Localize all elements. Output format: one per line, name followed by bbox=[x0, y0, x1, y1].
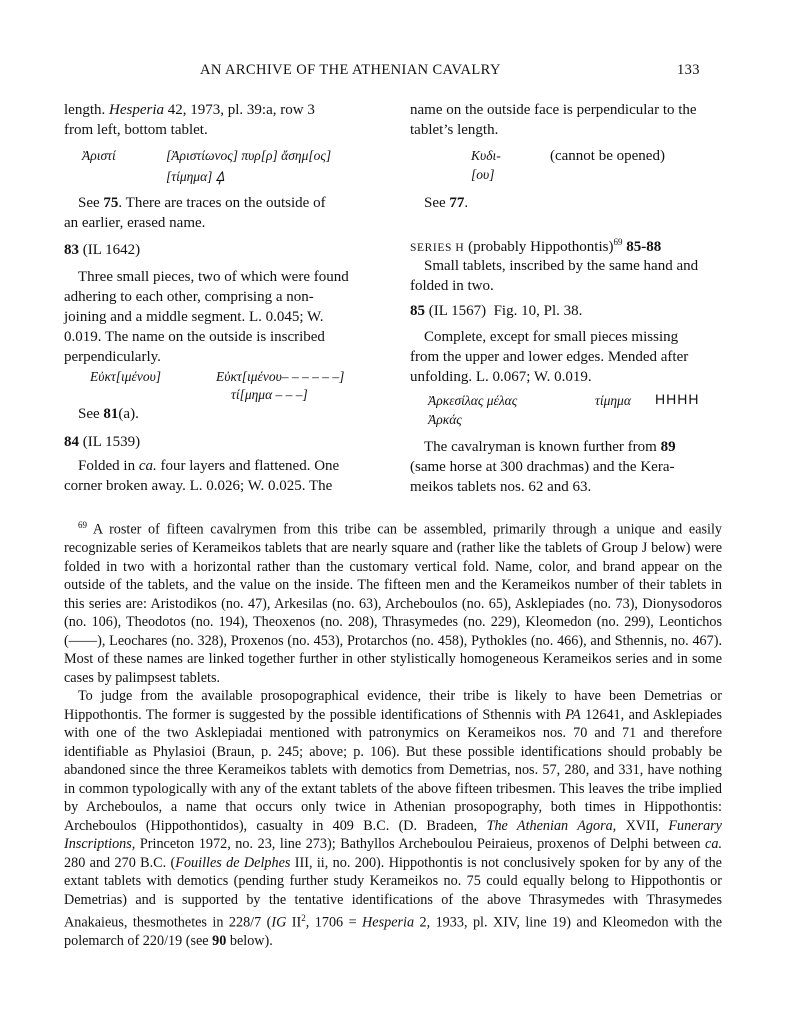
entry-84-description: Folded in ca. four layers and flattened. One corner broken away. L. 0.026; W. 0.025. The bbox=[64, 458, 340, 494]
greek-text: Ἀρκεσίλας μέλας bbox=[428, 393, 518, 408]
series-h-heading: SERIES H (probably Hippothontis)$^{69}$ 85-88 bbox=[410, 237, 662, 255]
footnote-paragraph: $^{69}$ A roster of fifteen cavalrymen from this tribe can be assembled, primarily through a unique and easily recognizable series of Kerameikos tablets that are nearly square and (rather like the tablets of Group J below) were folded in two with a horizontal rather than the customary vertical fold. Name, color, and brand appear on the outside of the tablets, and the value on the inside. The fifteen men and the Kerameikos number of their tablets in this series are: Aristodikos (no. 47), Arkesilas (no. 63), Archeboulos (no. 65), Asklepiades (no. 73), Dionysodoros (no. 106), Theodotos (no. 194), Theoxenos (no. 208), Thrasymedes (no. 229), Kleomedon (no. 299), Leontichos (——), Leochares (no. 328), Proxenos (no. 453), Protarchos (no. 458), Pythokles (no. 466), and Sthennis, no. 467). Most of these names are linked together further in other stylistically homogeneous Kerameikos series and in some cases by palimpsest tablets. bbox=[64, 520, 722, 686]
greek-text: [τίμημα] 𐅉 bbox=[166, 169, 225, 184]
running-title: AN ARCHIVE OF THE ATHENIAN CAVALRY bbox=[200, 62, 501, 78]
footnote-paragraph: To judge from the available prosopographical evidence, their tribe is likely to have been Demetrias or Hippothontis. The former is suggested by the possible identifications of Sthennis with PA 12641, and Asklepiades with one of the two Asklepiadai mentioned with patronymics on Kerameikos nos. 70 and 71 and therefore identifiable as Phylasioi (Braun, p. 245; above; p. 106). But these possible identifications should probably be abandoned since the three Kerameikos tablets with demotics from Demetrias, nos. 57, 280, and 331, have nothing in common typologically with any of the extant tablets of the above fifteen tribesmen. This leaves the tribe implied by Archeboulos, a name that occurs only twice in Athenian prosopography, both times in Hippothontis: Archeboulos (Hippothontidos), casualty in 409 B.C. (D. Bradeen, The Athenian Agora, XVII, Funerary Inscriptions, Princeton 1972, no. 23, line 273); Bathyllos Archeboulou Peiraieus, proxenos of Delphi between ca. 280 and 270 B.C. (Fouilles de Delphes III, ii, no. 200). Hippothontis is not conclusively spoken for by any of the extant tablets with demotics (pending further study Kerameikos no. 75 could equally belong to Hippothontis or Demetrias) and is supported by the tentative identifications of the above Thrasymedes with Thrasymedes Anakaieus, thesmothetes in 228/7 (IG $II^2$, 1706 = Hesperia 2, 1933, pl. XIV, line 19) and Kleomedon with the polemarch of 220/19 (see 90 below). bbox=[64, 688, 722, 950]
entry-85-heading: 85 (IL 1567) Fig. 10, Pl. 38. bbox=[410, 303, 583, 319]
greek-text: Ἀρκάς bbox=[428, 412, 462, 427]
see-77-note: See 77. bbox=[424, 195, 469, 211]
right-intro: name on the outside face is perpendicular to the tablet’s length. bbox=[410, 102, 697, 138]
see-75-note: See 75. There are traces on the outside of an earlier, erased name. bbox=[64, 195, 326, 231]
greek-text: [ου] bbox=[471, 167, 495, 182]
greek-text: Ἀριστί bbox=[82, 148, 116, 163]
greek-text: τί[μημα – – –] bbox=[231, 387, 308, 402]
series-h-description: Small tablets, inscribed by the same hand and folded in two. bbox=[410, 258, 699, 294]
left-intro: length. Hesperia 42, 1973, pl. 39:a, row 3 from left, bottom tablet. bbox=[64, 102, 315, 138]
greek-text: [Ἀριστίωνος] πυρ[ρ] ἄσημ[ος] bbox=[166, 148, 332, 163]
greek-text: Εὐκτ[ιμένου– – – – – –] bbox=[216, 369, 345, 384]
cannot-open-note: (cannot be opened) bbox=[550, 148, 665, 164]
see-81-note: See 81(a). bbox=[78, 406, 139, 422]
entry-84-heading: 84 (IL 1539) bbox=[64, 434, 141, 450]
value-hhhh: HHHH bbox=[655, 391, 700, 407]
footnote-69 bbox=[64, 516, 722, 951]
greek-text: τίμημα bbox=[595, 393, 631, 408]
greek-text: Κυδι- bbox=[471, 148, 501, 163]
entry-83-description: Three small pieces, two of which were found adhering to each other, comprising a non- joining and a middle segment. L. 0.045; W. 0.019. The name on the outside is inscribed perpendicularly. bbox=[64, 269, 349, 365]
entry-85-description: Complete, except for small pieces missing from the upper and lower edges. Mended after unfolding. L. 0.067; W. 0.019. bbox=[410, 329, 689, 385]
greek-text: Εὐκτ[ιμένου] bbox=[90, 369, 162, 384]
page-number: 133 bbox=[677, 62, 700, 78]
entry-83-heading: 83 (IL 1642) bbox=[64, 242, 141, 258]
cavalryman-note: The cavalryman is known further from 89 (same horse at 300 drachmas) and the Kera- meikos tablets nos. 62 and 63. bbox=[410, 439, 676, 495]
